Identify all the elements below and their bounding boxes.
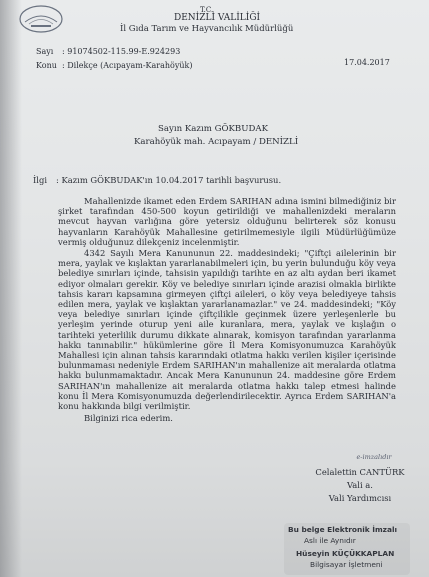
e-signature-mark: e-imzalıdır xyxy=(356,453,392,461)
ilgi-value: : Kazım GÖKBUDAK'ın 10.04.2017 tarihli başvurusu. xyxy=(56,175,282,185)
letter-body xyxy=(58,196,396,423)
recipient-address: Karahöyük mah. Acıpayam / DENİZLİ xyxy=(134,137,299,147)
sayi-value: : 91074502-115.99-E.924293 xyxy=(62,47,181,56)
ministry-logo-icon xyxy=(17,3,65,33)
closing-line: Bilginizi rica ederim. xyxy=(84,413,173,424)
signer-name: Celalettin CANTÜRK xyxy=(315,467,405,477)
recipient-name: Sayın Kazım GÖKBUDAK xyxy=(158,124,268,134)
signer-title-1: Vali a. xyxy=(347,480,373,490)
paragraph-law: 4342 Sayılı Mera Kanununun 22. maddesindeki; "Çiftçi ailelerinin bir mera, yaylak ve kışlaktan yararlanabilmeleri için, bu yerin bulunduğu köy veya belediye sınırları içinde, tahsisin yapıldığı tarihte en az altı aydan beri ikamet ediyor olmaları gerekir. Köy ve belediye sınırları içinde arazisi olmakla birlikte tahsis kararı kapsamına girmeyen çiftçi aileleri, o köy veya belediyeye tahsis edilen mera, yaylak ve kışlaktan yararlanamazlar." ve 24. maddesindeki; "Köy veya belediye sınırları içinde çiftçilikle geçinmek üzere yerleşenlerle bu yerleşim yerinde oturup yeni aile kuranlara, mera, yaylak ve kışlağın o tarihteki yeterlilik durumu dikkate alınarak, komisyon tarafından yararlanma hakkı tanınabilir." hükümlerine göre İl Mera Komisyonumuzca Karahöyük Mahallesi için alınan tahsis kararındaki otlatma hakkı verilen kişiler içerisinde bulunmaması nedeniyle Erdem SARIHAN'ın mahallenize ait meralarda otlatma hakkı bulunmamaktadır. Ancak Mera Kanununun 24. maddesine göre Erdem SARIHAN'ın mahallenize ait meralarda otlatma hakkı talep etmesi halinde konu İl Mera Komisyonumuzda değerlendirilecektir. Ayrıca Erdem SARIHAN'a konu hakkında bilgi verilmiştir. xyxy=(58,248,396,412)
document-date: 17.04.2017 xyxy=(344,58,390,67)
page-shadow xyxy=(0,0,22,577)
header-tc: T.C. xyxy=(200,6,214,14)
sayi-label: Sayı xyxy=(36,47,54,56)
konu-value: : Dilekçe (Acıpayam-Karahöyük) xyxy=(62,61,193,70)
stamp-line-2: Aslı ile Aynıdır xyxy=(304,536,356,545)
stamp-line-1: Bu belge Elektronik İmzalı xyxy=(288,525,398,534)
header-governorship: DENİZLİ VALİLİĞİ xyxy=(174,13,261,23)
certification-stamp xyxy=(288,525,406,573)
ilgi-label: İlgi xyxy=(33,175,48,185)
stamp-line-3: Hüseyin KÜÇÜKKAPLAN xyxy=(296,549,395,558)
header-directorate: İl Gıda Tarım ve Hayvancılık Müdürlüğü xyxy=(120,24,294,34)
konu-label: Konu xyxy=(36,61,57,70)
paragraph-complaint: Mahallenizde ikamet eden Erdem SARIHAN adına ismini bilmediğiniz bir şirket tarafından 450-500 koyun getirildiği ve mahallenizdeki meraların mevcut hayvan varlığına göre yetersiz olduğunu belirterek söz konusu hayvanların Karahöyük Mahallesine getirilmemesiyle ilgili Müdürlüğümüze vermiş olduğunuz dilekçeniz incelenmiştir. xyxy=(58,196,396,247)
signer-title-2: Vali Yardımcısı xyxy=(328,493,392,503)
stamp-line-4: Bilgisayar İşletmeni xyxy=(310,560,383,569)
